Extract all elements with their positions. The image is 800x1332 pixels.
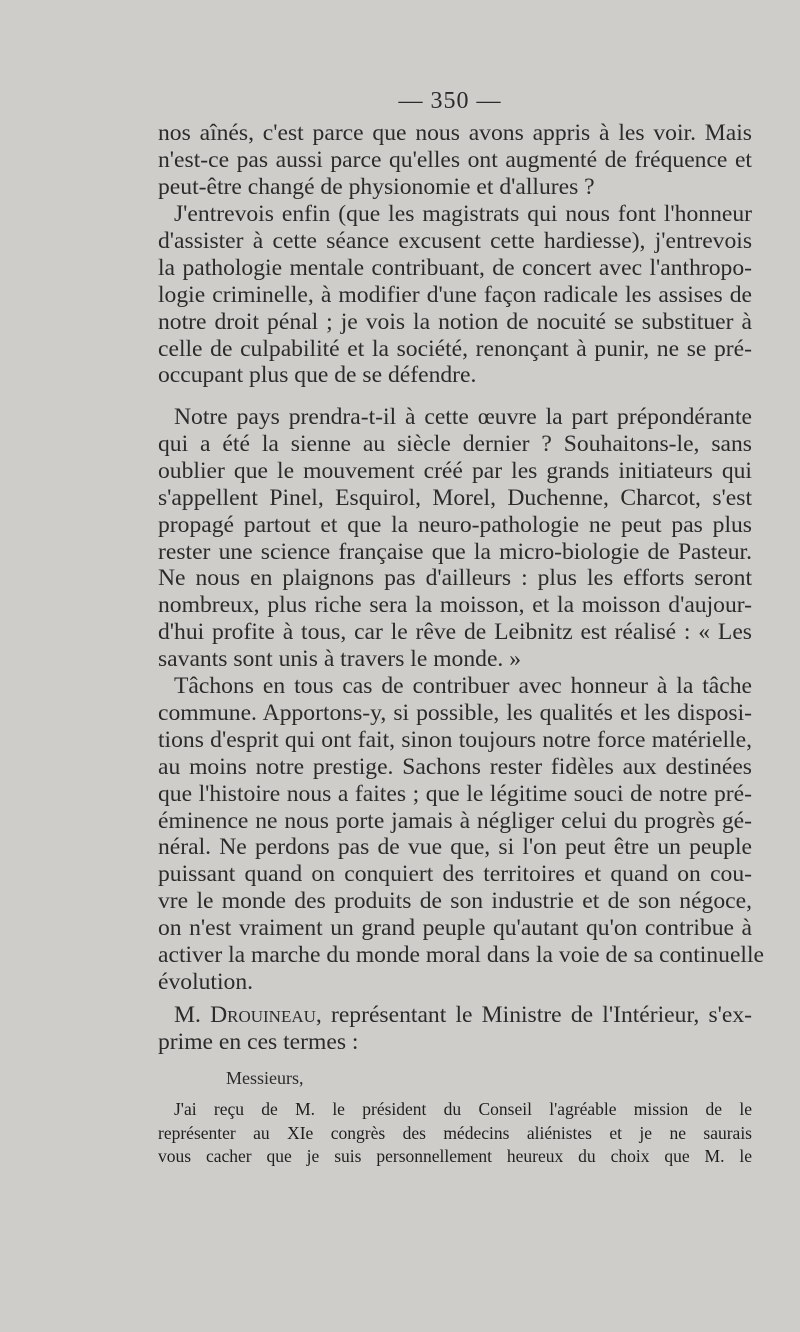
paragraph-5 [158,1002,752,1056]
text-line: activer la marche du monde moral dans la voie de sa continuelle [158,942,764,969]
text-line: d'hui profite à tous, car le rêve de Leibnitz est réalisé : « Les [158,619,752,646]
text-line: prime en ces termes : [158,1028,359,1055]
text-line: représenter au XIe congrès des médecins aliénistes et je ne saurais [158,1122,752,1143]
text-line: rester une science française que la micro-biologie de Pasteur. [158,538,752,565]
text-line: J'entrevois enfin (que les magistrats qui nous font l'honneur [174,201,752,227]
text-line: Ne nous en plaignons pas d'ailleurs : plus les efforts seront [158,565,752,592]
text-line: commune. Apportons-y, si possible, les qualités et les disposi- [158,699,752,726]
text-line: celle de culpabilité et la société, renonçant à punir, ne se pré- [158,335,752,362]
paragraph-3 [158,404,752,673]
text-line: d'assister à cette séance excusent cette hardiesse), j'entrevois [158,227,752,254]
text-line: néral. Ne perdons pas de vue que, si l'on peut être un peuple [158,834,752,861]
speaker-role: , représentant le Ministre de l'Intérieur, s'ex- [315,1002,753,1028]
text-line: Notre pays prendra-t-il à cette œuvre la part prépondérante [174,404,752,430]
text-line: notre droit pénal ; je vois la notion de nocuité se substituer à [158,308,752,335]
speaker-name: Drouineau [210,1002,316,1028]
text-line: logie criminelle, à modifier d'une façon radicale les assises de [158,281,752,308]
text-line: la pathologie mentale contribuant, de concert avec l'anthropo- [158,254,752,281]
page-number: — 350 — [398,88,502,114]
text-line: J'ai reçu de M. le président du Conseil l'agréable mission de le [174,1099,752,1119]
text-line: occupant plus que de se défendre. [158,362,477,389]
text-line: nombreux, plus riche sera la moisson, et la moisson d'aujour- [158,592,752,619]
paragraph-1 [158,120,752,201]
quoted-letter [158,1098,752,1169]
text-line: peut-être changé de physionomie et d'allures ? [158,173,595,200]
text-line: que l'histoire nous a faites ; que le légitime souci de notre pré- [158,780,752,807]
text-line: puissant quand on conquiert des territoires et quand on cou- [158,861,752,888]
paragraph-2 [158,201,752,389]
salutation: Messieurs, [226,1068,304,1088]
text-line: au moins notre prestige. Sachons rester fidèles aux destinées [158,753,752,780]
text-line: vre le monde des produits de son industrie et de son négoce, [158,888,752,915]
text-line: vous cacher que je suis personnellement heureux du choix que M. le [158,1146,752,1166]
text-line: évolution. [158,968,254,995]
text-line: Tâchons en tous cas de contribuer avec honneur à la tâche [174,673,752,699]
text-line: qui a été la sienne au siècle dernier ? Souhaitons-le, sans [158,430,752,457]
paragraph-4 [158,673,764,996]
text-line: s'appellent Pinel, Esquirol, Morel, Duchenne, Charcot, s'est [158,484,752,511]
text-line: éminence ne nous porte jamais à négliger celui du progrès gé- [158,807,752,834]
text-line: savants sont unis à travers le monde. » [158,646,522,673]
text-line: on n'est vraiment un grand peuple qu'autant qu'on contribue à [158,915,752,942]
text-line: oublier que le mouvement créé par les grands initiateurs qui [158,457,752,484]
speaker-prefix: M. [174,1002,211,1028]
text-line: nos aînés, c'est parce que nous avons appris à les voir. Mais [158,120,752,146]
text-line [158,1002,752,1029]
text-line: n'est-ce pas aussi parce qu'elles ont augmenté de fréquence et [158,146,752,173]
text-line: propagé partout et que la neuro-pathologie ne peut pas plus [158,511,752,538]
text-line: tions d'esprit qui ont fait, sinon toujours notre force matérielle, [158,726,752,753]
